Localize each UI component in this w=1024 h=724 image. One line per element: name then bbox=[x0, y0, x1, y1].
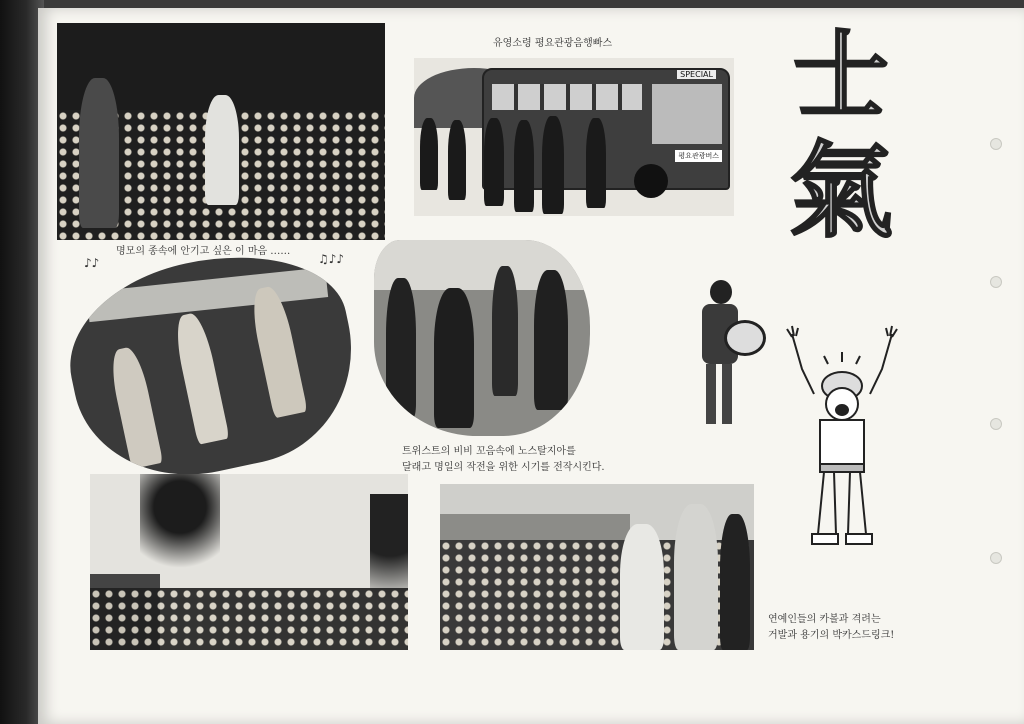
photo-twist-dance bbox=[374, 240, 590, 436]
stage-caption: 명모의 종속에 안기고 싶은 이 마음 ‥‥‥ bbox=[116, 246, 291, 257]
binder-hole bbox=[990, 276, 1002, 288]
final-caption-line1: 연예인들의 카볼과 격려는 bbox=[768, 614, 881, 625]
photo-dancers bbox=[53, 233, 372, 497]
album-page bbox=[38, 8, 1024, 724]
bus-caption: 유영소령 평요관광음행빠스 bbox=[493, 38, 613, 49]
binder-hole bbox=[990, 138, 1002, 150]
music-note-right: ♫♪♪ bbox=[318, 252, 345, 266]
cartoon-soldier-illustration bbox=[782, 324, 902, 559]
bus-plate: 평요관광버스 bbox=[675, 150, 722, 162]
final-caption-line2: 거발과 용기의 박카스드링크! bbox=[768, 630, 895, 641]
photo-large-crowd bbox=[440, 484, 754, 650]
twist-caption-line2: 달래고 명일의 작전을 위한 시기를 전작시킨다. bbox=[402, 462, 605, 473]
music-note-left: ♪♪ bbox=[84, 256, 100, 270]
bus-special-sign: SPECIAL bbox=[677, 70, 716, 79]
big-character-sa: 士 bbox=[793, 19, 889, 132]
photo-concert-crowd bbox=[57, 23, 385, 240]
photo-bus bbox=[414, 58, 734, 216]
binder-hole bbox=[990, 418, 1002, 430]
drummer-illustration bbox=[688, 280, 768, 430]
photo-palm-stage bbox=[90, 474, 408, 650]
binder-hole bbox=[990, 552, 1002, 564]
big-character-gi: 氣 bbox=[788, 129, 893, 252]
twist-caption-line1: 트위스트의 비비 꼬음속에 노스탈지아를 bbox=[402, 446, 576, 457]
